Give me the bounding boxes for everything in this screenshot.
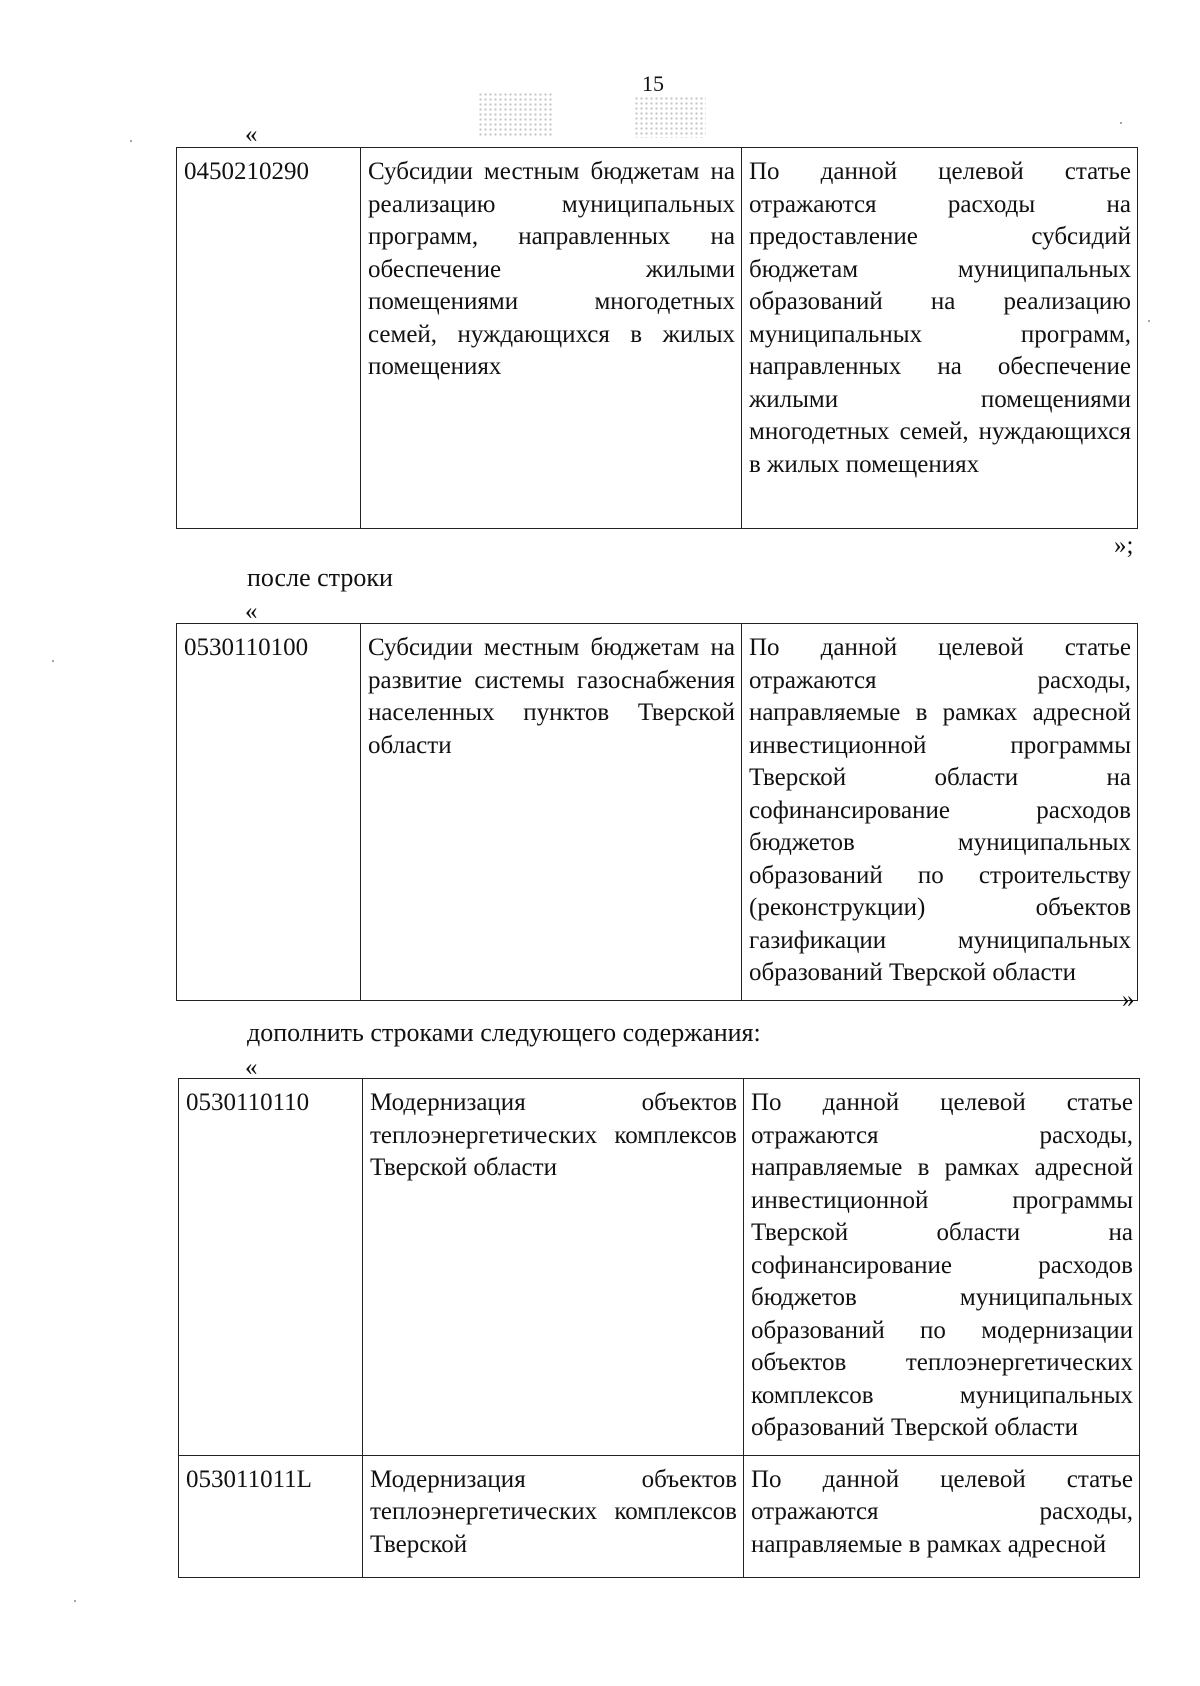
name-cell: Субсидии местным бюджетам на развитие системы газоснабжения населенных пунктов Тверской области <box>361 624 742 1001</box>
stamp-mark-right <box>634 96 706 138</box>
name-cell: Модернизация объектов теплоэнергетических комплексов Тверской <box>363 1455 744 1577</box>
description-cell: По данной целевой статье отражаются расходы, направляемые в рамках адресной <box>744 1455 1140 1577</box>
after-line-text: после строки <box>247 563 393 592</box>
description-cell: По данной целевой статье отражаются расходы, направляемые в рамках адресной инвестиционной программы Тверской области на софинансирование расходов бюджетов муниципальных образований по строительству (реконструкции) объектов газификации муниципальных образований Тверской области <box>742 624 1138 1001</box>
opening-quote: « <box>245 1054 258 1081</box>
code-cell: 0530110100 <box>177 624 361 1001</box>
scan-speck <box>74 1600 76 1602</box>
name-cell: Субсидии местным бюджетам на реализацию муниципальных программ, направленных на обеспечение жилыми помещениями многодетных семей, нуждающихся в жилых помещениях <box>361 148 742 529</box>
scan-speck <box>1120 122 1122 124</box>
code-table-replaced <box>176 147 1138 529</box>
stamp-mark-left <box>478 92 552 138</box>
opening-quote: « <box>245 121 258 148</box>
supplement-line-text: дополнить строками следующего содержания: <box>247 1018 761 1047</box>
code-cell: 0530110110 <box>179 1079 363 1456</box>
description-cell: По данной целевой статье отражаются расходы, направляемые в рамках адресной инвестиционной программы Тверской области на софинансирование расходов бюджетов муниципальных образований по модернизации объектов теплоэнергетических комплексов муниципальных образований Тверской области <box>744 1079 1140 1456</box>
code-cell: 053011011L <box>179 1455 363 1577</box>
closing-quote: » <box>1122 986 1135 1013</box>
description-cell: По данной целевой статье отражаются расходы на предоставление субсидий бюджетам муниципальных образований на реализацию муниципальных программ, направленных на обеспечение жилыми помещениями многодетных семей, нуждающихся в жилых помещениях <box>742 148 1138 529</box>
scan-speck <box>1148 320 1150 322</box>
page-number: 15 <box>642 71 664 96</box>
closing-quote: »; <box>1114 532 1134 559</box>
name-cell: Модернизация объектов теплоэнергетических комплексов Тверской области <box>363 1079 744 1456</box>
table-row <box>179 1455 1140 1577</box>
scan-speck <box>130 140 132 142</box>
code-table-anchor <box>176 623 1138 1001</box>
table-row <box>177 148 1138 529</box>
table-row <box>179 1079 1140 1456</box>
code-cell: 0450210290 <box>177 148 361 529</box>
opening-quote: « <box>245 598 258 625</box>
scan-speck <box>52 660 54 662</box>
table-row <box>177 624 1138 1001</box>
code-table-new-rows <box>178 1078 1140 1578</box>
